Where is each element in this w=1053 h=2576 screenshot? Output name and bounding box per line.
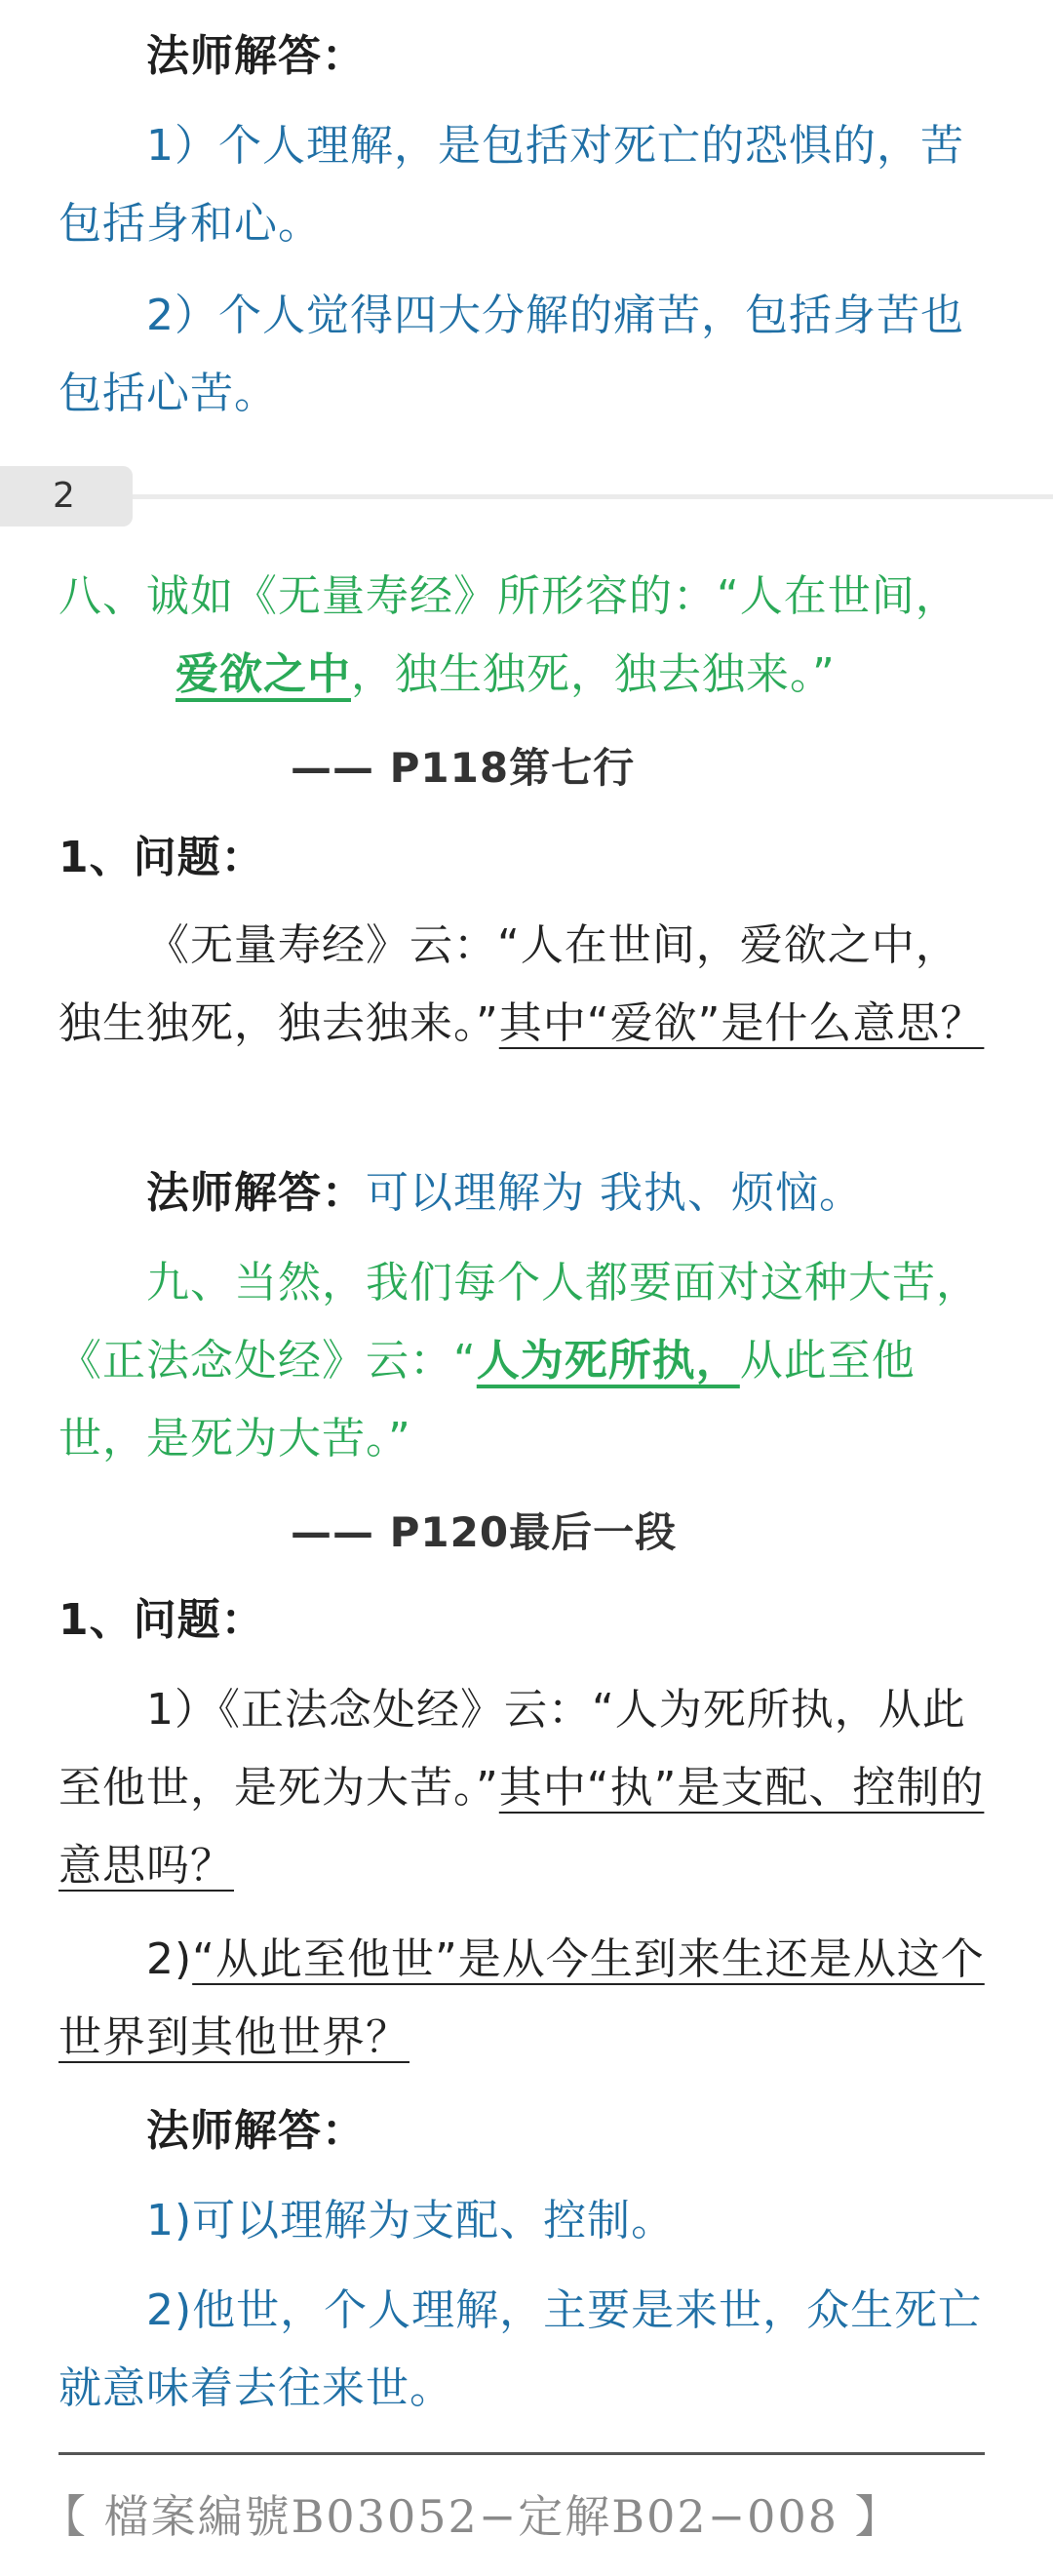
section-9-question-1 bbox=[58, 1671, 994, 1905]
section-8-question bbox=[58, 907, 994, 1063]
section-9-answer-2: 2)他世，个人理解，主要是来世，众生死亡就意味着去往来世。 bbox=[58, 2285, 983, 2413]
answer-label: 法师解答： bbox=[146, 31, 366, 81]
section-divider bbox=[133, 494, 1053, 499]
section-9-question-1-underlined: 其中“执”是支配、控制的意思吗？ bbox=[58, 1763, 985, 1891]
section-8-line-2: ，独生独死，独去独来。” bbox=[351, 649, 836, 699]
answer-item-2: 2）个人觉得四大分解的痛苦，包括身苦也包括心苦。 bbox=[58, 291, 964, 418]
section-8-answer bbox=[146, 1154, 1004, 1232]
page-number-badge: 2 bbox=[0, 466, 133, 527]
section-8-quote bbox=[58, 558, 994, 714]
section-8-highlight: 爱欲之中 bbox=[176, 649, 351, 699]
section-8-answer-text: 可以理解为 我执、烦恼。 bbox=[366, 1168, 863, 1218]
footer-divider bbox=[58, 2452, 985, 2455]
section-8-answer-label: 法师解答： bbox=[146, 1168, 366, 1218]
section-8-reference: —— P118第七行 bbox=[291, 744, 636, 792]
section-9-question-2-prefix: 2) bbox=[146, 1934, 193, 1984]
section-9-quote bbox=[58, 1244, 994, 1478]
section-9-question-2 bbox=[58, 1921, 994, 2077]
section-8-question-underlined: 其中“爱欲”是什么意思？ bbox=[498, 998, 985, 1048]
section-8-question-text: 《无量寿经》云：“人在世间，爱欲之中，独生独死，独去独来。” bbox=[58, 920, 959, 1048]
answer-item-1: 1）个人理解，是包括对死亡的恐惧的，苦包括身和心。 bbox=[58, 121, 964, 249]
section-8-question-label: 1、问题： bbox=[58, 833, 265, 882]
section-9-question-2-underlined: “从此至他世”是从今生到来生还是从这个世界到其他世界？ bbox=[58, 1934, 985, 2062]
section-9-question-label: 1、问题： bbox=[58, 1595, 265, 1645]
section-9-question-1-text: 1）《正法念处经》云：“人为死所执，从此至他世，是死为大苦。” bbox=[58, 1685, 966, 1813]
section-9-highlight: 人为死所执， bbox=[476, 1336, 740, 1386]
archive-number: 【 檔案編號B03052−定解B02−008 】 bbox=[41, 2490, 902, 2543]
section-8-line-1: 八、诚如《无量寿经》所形容的：“人在世间， bbox=[58, 571, 959, 621]
section-9-answer-1: 1)可以理解为支配、控制。 bbox=[146, 2196, 676, 2245]
section-9-reference: —— P120最后一段 bbox=[291, 1508, 678, 1556]
section-9-text-post: 从此至他世，是死为大苦。” bbox=[58, 1336, 916, 1464]
section-9-text-pre: 九、当然，我们每个人都要面对这种大苦，《正法念处经》云：“ bbox=[58, 1258, 980, 1386]
section-9-answer-label: 法师解答： bbox=[146, 2106, 366, 2156]
